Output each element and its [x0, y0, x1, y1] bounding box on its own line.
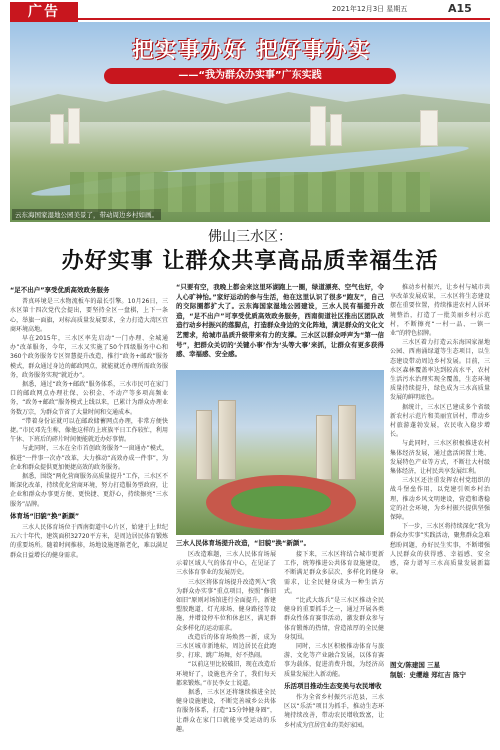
text-column-1 [10, 283, 168, 738]
hero-building [330, 114, 342, 146]
issue-date: 2021年12月3日 星期五 [332, 5, 408, 13]
paragraph: 早在2015年，三水区率先启动“一门办理、全城通办”改革服务，今年，三水又实施了50个四级服务中心和360个政务服务专区智慧提升改造，推行“政务+邮政”服务模式，群众通过身边的邮政网点，就能就近办理所需政务服务，政务服务实现“就近办”。 [10, 335, 168, 379]
header-rule [78, 18, 490, 20]
paragraph: 改造后的体育场焕然一新，成为三水区城市新地标，周边居民在此跑步、打球、跳广场舞，好不热闹。 [176, 633, 276, 660]
stadium-tower [316, 415, 332, 480]
paragraph: 区改造难题，三水人民体育场展示着区域人气的体育中心，在见证了三水体育事业的发展历史。 [176, 551, 276, 577]
paragraph: 与此同时，三水区积极推进农村集体经济发展，通过盘活闲置土地、发展特色产业等方式，不断壮大村级集体经济，让村民共享发展红利。 [390, 440, 490, 476]
subhead: “足不出户”享受优质高效政务服务 [10, 286, 110, 294]
paragraph: 据悉，通过“政务+邮政”服务体系，三水市民可在家门口的邮政网点办理社保、公积金、不动产等多项高频业务，“政务+邮政”服务模式上线以来，已累计为群众办理业务数万宗，为群众节省了大量时间和交通成本。 [10, 381, 168, 416]
hero-mountains [10, 82, 490, 122]
paragraph: 据悉，围绕“两化营商服务高质量提升”工作，三水区不断深化改革，持续优化营商环境，努力打造服务型政府，让企业和群众办事更方便、更快捷、更舒心，持续擦亮“三水服务”品牌。 [10, 473, 168, 508]
paragraph: “带着身份证就可以在邮政储蓄网点办理，非常方便快捷。”市民邓先生称，像他这样的上班族平日工作较忙，利用午休、下班后的碎片时间便能就近办好事情。 [10, 417, 168, 444]
hero-building [68, 108, 80, 144]
page-header [0, 0, 500, 22]
paragraph: “以前这里比较破旧，现在改造后环境好了，设施也齐全了，我们每天都来锻炼。”市民李女士说道。 [176, 661, 276, 687]
paragraph: 与此同时，三水在全市首创政务服务“一窗通办”模式，推进“一件事一次办”改革，大力推动“高效办成一件事”，为企业和群众提供更加便捷高效的政务服务。 [10, 445, 168, 471]
hero-building [420, 110, 438, 146]
stadium-caption: 三水人民体育场提升改造，“旧貌”换“新颜”。 [176, 539, 311, 547]
hero-subslogan: ——“我为群众办实事”广东实践 [104, 68, 396, 84]
article-headline: 办好实事 让群众共享高品质幸福生活 [61, 248, 439, 274]
stadium-field [231, 486, 331, 519]
subhead: 体育场“旧貌”换“新颜” [10, 511, 80, 520]
paragraph: 三水人民体育场位于西南街道中心片区，始建于上世纪五六十年代，建筑面积32720平方米，是周边居民体育锻炼的重要场所。随着时间推移，场地设施逐渐老化，难以满足群众日益增长的健身需求。 [10, 524, 168, 559]
hero-building [50, 114, 64, 144]
article-kicker: 佛山三水区： [208, 229, 292, 245]
page-number: A15 [448, 2, 472, 15]
text-column-2 [176, 550, 276, 740]
article-credits [390, 660, 490, 680]
stadium-photo [176, 370, 384, 535]
paragraph: 接下来，三水区将结合城市更新工作，统筹推进公共体育设施建设，不断满足群众多层次、多样化的健身需求，让全民健身成为一种生活方式。 [284, 551, 384, 595]
hero-caption: 云东海国家湿地公园美景了，带动周边乡村如画。 [12, 209, 161, 220]
hero-photo [10, 22, 490, 222]
hero-slogan: 把实事办好 把好事办实 [132, 37, 372, 62]
credits-line: 图文/陈建国 三星 制版：史缨雄 郑红吉 陈宁 [390, 661, 467, 679]
paragraph: 三水区将体育场提升改造列入“我为群众办实事”重点项目，按照“修旧如旧”原则对场馆进行全面提升，新建塑胶跑道、灯光球场、健身路径等设施，并增设停车位和休息区，满足群众多样化的运动需求。 [176, 578, 276, 632]
stadium-tower [196, 410, 212, 480]
paragraph: 作为全省乡村振兴示范县，三水区以“乐活”项目为抓手，推动生态环境持续改善，带动农民增收致富，让乡村成为宜居宜业的美好家园。 [284, 694, 384, 729]
paragraph: “比武大练兵”是三水区推动全民健身的重要抓手之一，通过开展各类群众性体育赛事活动，激发群众参与体育锻炼的热情，营造浓厚的全民健身氛围。 [284, 597, 384, 641]
text-column-3 [284, 550, 384, 740]
paragraph: 同时，三水区积极推动体育与旅游、文化等产业融合发展，以体育赛事为载体，促进消费升级，为经济高质量发展注入新动能。 [284, 643, 384, 678]
text-column-4 [390, 283, 490, 655]
paragraph: 三水区还注重发挥农村党组织的战斗堡垒作用，以党建引领乡村治理，推动乡风文明建设，营造和谐稳定的社会环境，为乡村振兴提供坚强保障。 [390, 477, 490, 522]
section-tag: 广告 [10, 2, 78, 22]
stadium-tower [338, 405, 356, 480]
paragraph: 三水区着力打造云东海国家湿地公园、西南涌绿道等生态项目，以生态建设带动周边乡村发展。目前，三水区森林覆盖率达到较高水平，农村生活污水治理实现全覆盖，生态环境质量持续提升，绿色成为三水高质量发展的鲜明底色。 [390, 339, 490, 402]
paragraph: 据悉，三水区还将继续推进全民健身设施建设，不断完善城乡公共体育服务体系，打造“15分钟健身圈”，让群众在家门口就能享受运动的乐趣。 [176, 689, 276, 733]
paragraph: 据统计，三水区已建成多个省级新农村示范片和美丽宜居村，带动乡村旅游蓬勃发展，农民收入稳步增长。 [390, 403, 490, 439]
hero-building [310, 106, 326, 146]
stadium-tower [218, 400, 236, 480]
subhead: 乐活项目推动生态变美与农民增收 [284, 681, 382, 690]
paragraph: 普真环境是三水物流板车的最长引擎。10月26日，三水区第十四次党代会提出，要坚持全区一盘棋，上下一条心，举旗一面旗，对标高质量发展要求，全力打造大湾区宜商环境高地。 [10, 298, 168, 333]
hero-park [70, 172, 430, 212]
article-lead: “只要有空，我晚上都会来这里环湖跑上一圈，绿道漂亮、空气也好，令人心旷神怡。”家好运动的参与生活，他在这里认识了很多“跑友”，自己的交际圈都扩大了。云东海国家湿地公园建设，三水人民有福提升改造，“足不出户”可享受优质高效政务服务，西南街道社区推出区团队改造行动乡村振兴的落脚点，打造群众身边的文化阵地，满足群众的文化文艺需求，给城市品质升级带来有力的支撑。三水区以群众呼声为“第一信号”，把群众关切的‘关键小事’作为‘头等大事’来抓，让群众有更多获得感、幸福感、安全感。 [176, 283, 384, 359]
paragraph: 推动乡村振兴，让乡村与城市共享改革发展成果，三水区将生态建设摆在重要位置，持续推进农村人居环境整治，打造了一批美丽乡村示范村，不断擦亮“一村一品、一镇一业”的特色招牌。 [390, 284, 490, 338]
paragraph: 下一步，三水区将持续深化“我为群众办实事”实践活动，聚焦群众急难愁盼问题，办好民生实事，不断增强人民群众的获得感、幸福感、安全感，奋力谱写三水高质量发展新篇章。 [390, 523, 490, 577]
